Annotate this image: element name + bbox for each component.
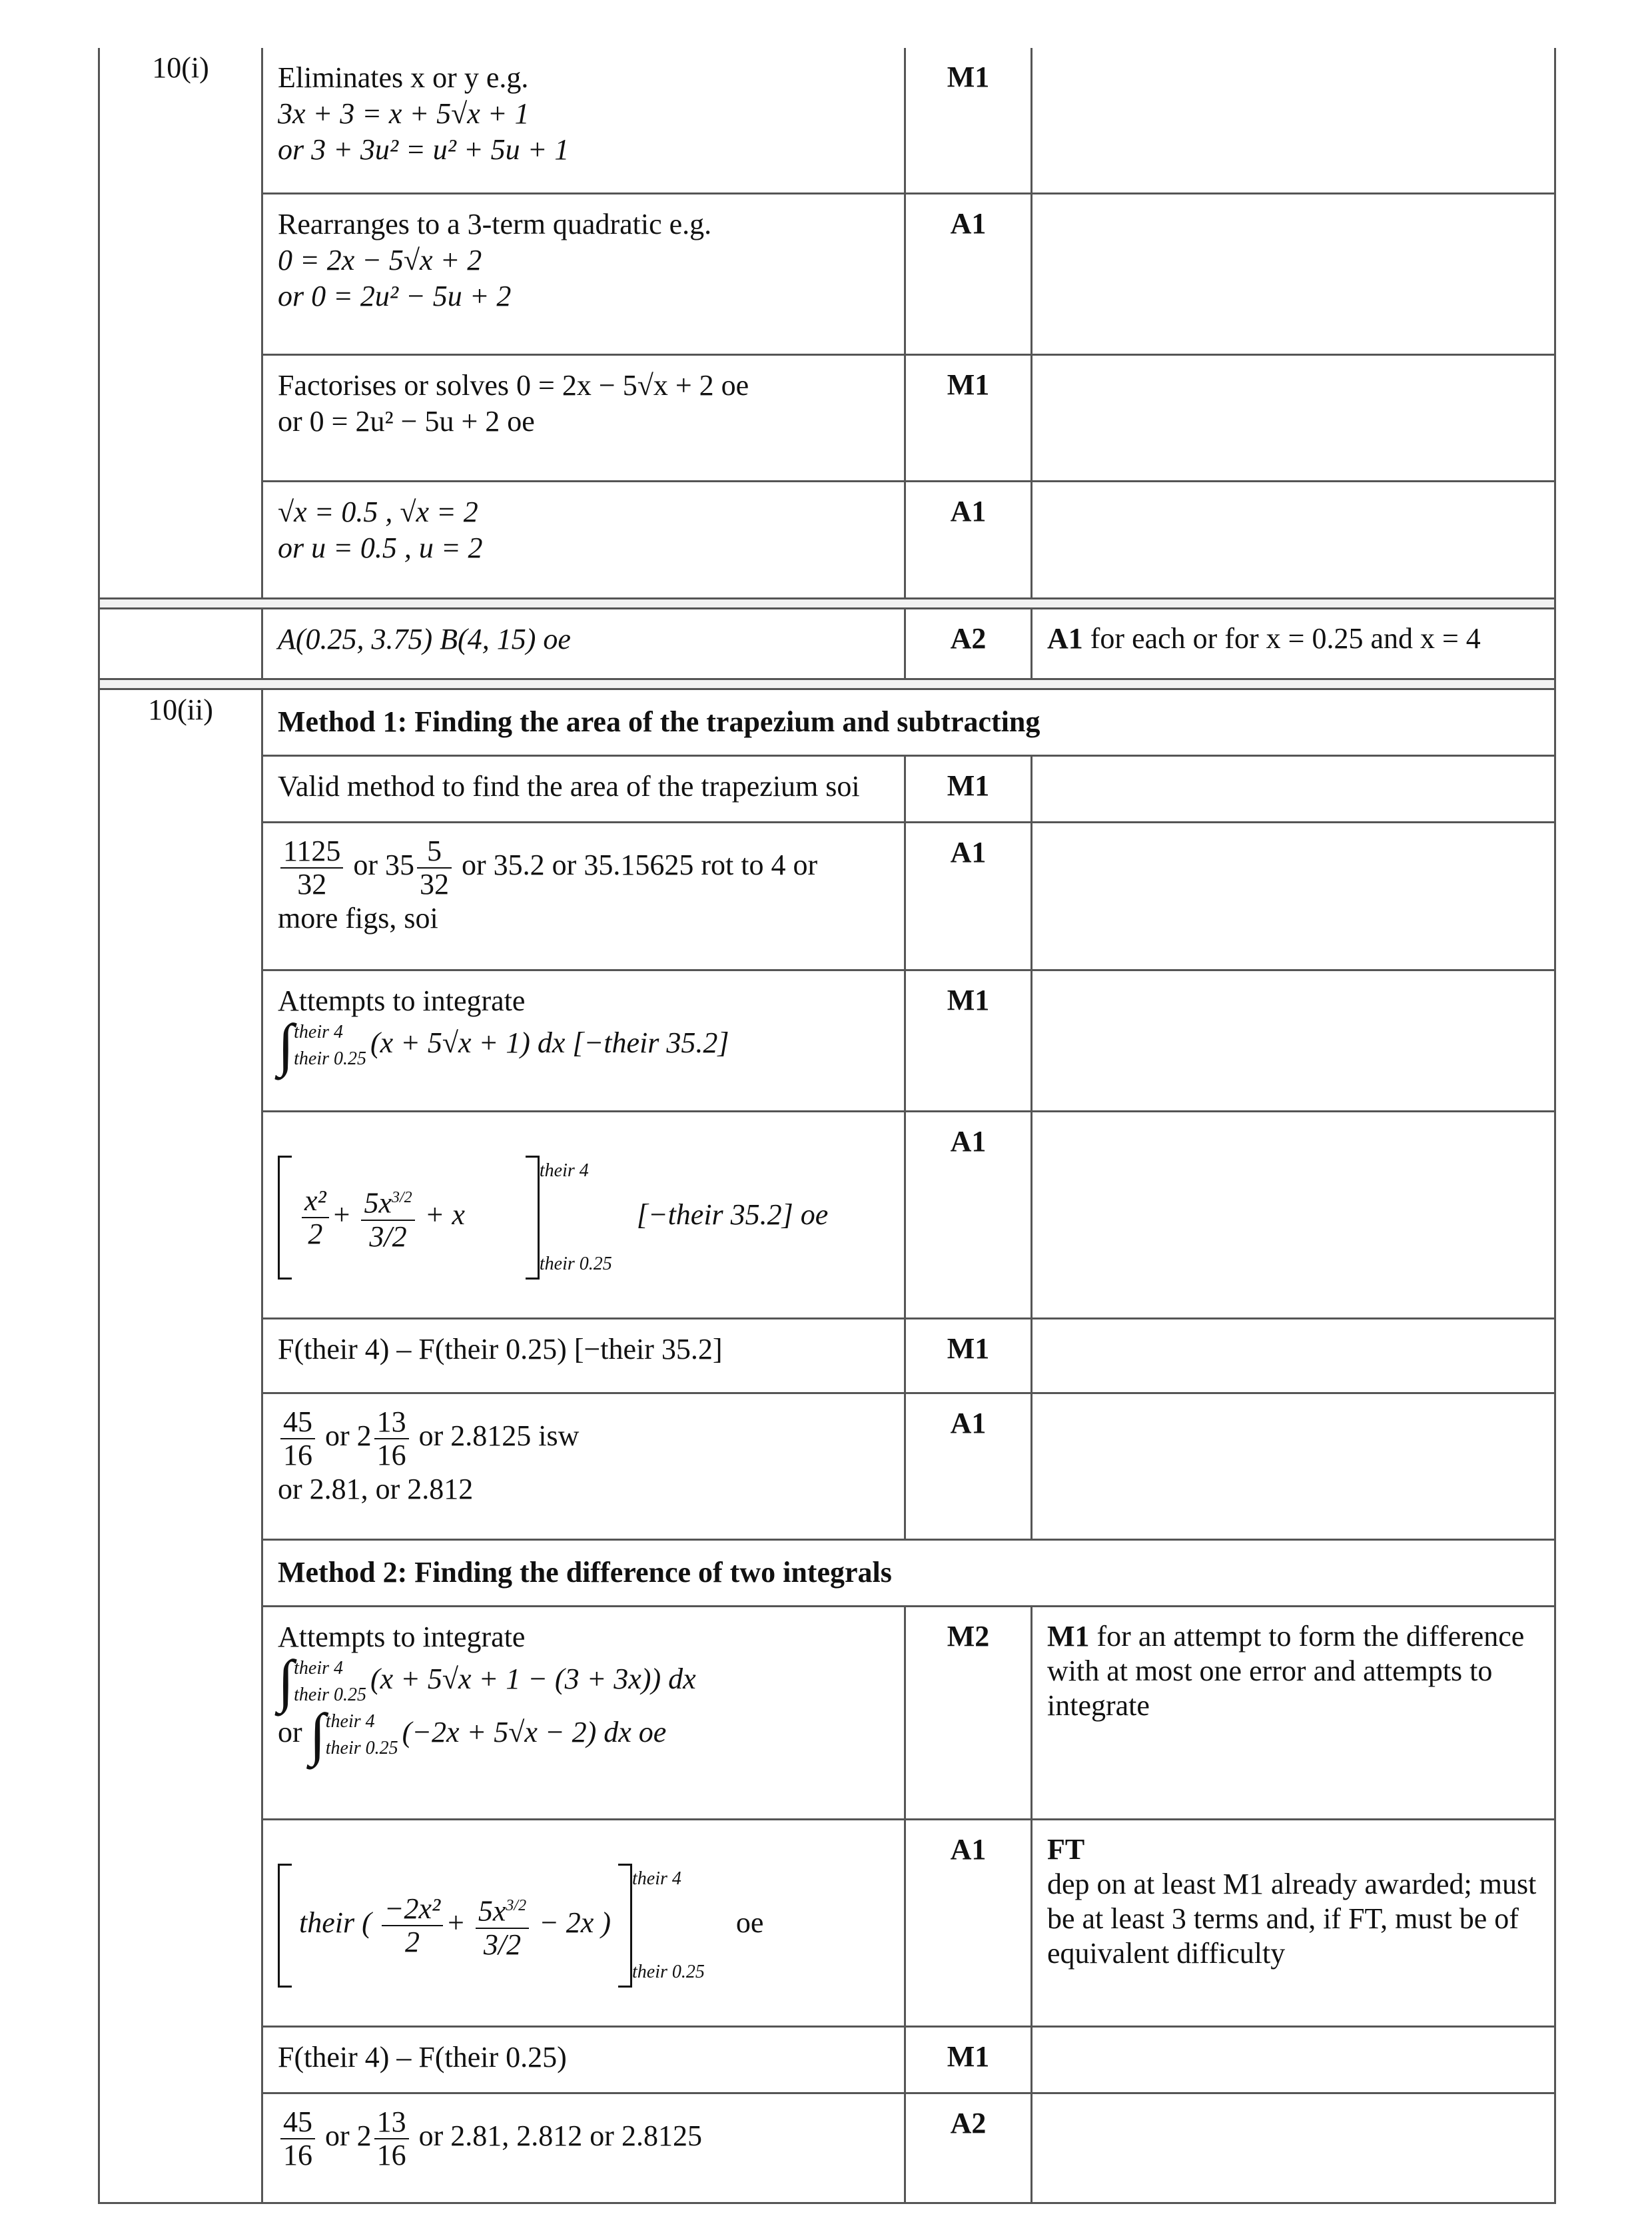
question-number: 10(ii) xyxy=(99,689,262,2203)
table-row xyxy=(99,1318,1555,1393)
guidance-cell: FT dep on at least M1 already awarded; must be at least 3 terms and, if FT, must be of equivalent difficulty xyxy=(1032,1819,1555,2026)
table-row xyxy=(99,1393,1555,1539)
table-row xyxy=(99,481,1555,598)
table-row xyxy=(99,970,1555,1111)
mark-cell: M1 xyxy=(905,755,1032,822)
table-row xyxy=(99,755,1555,822)
fraction: $\frac{\text{−2x²}}{2}$ xyxy=(382,1893,443,1958)
bracket-right xyxy=(526,1156,540,1280)
guidance-cell xyxy=(1032,822,1555,970)
mark-cell: A1 xyxy=(905,822,1032,970)
guidance-cell: M1 for an attempt to form the difference with at most one error and attempts to integrate xyxy=(1032,1606,1555,1819)
fraction: $\frac{45}{16}$ xyxy=(280,2106,315,2171)
mark-cell: M2 xyxy=(905,1606,1032,1819)
table-row xyxy=(99,689,1555,755)
answer-cell: $\frac{45}{16}$ or 2 $\frac{13}{16}$ or 2.8125 isw or 2.81, or 2.812 xyxy=(262,1393,905,1539)
table-row xyxy=(99,608,1555,679)
fraction: $\frac{\text{x²}}{2}$ xyxy=(302,1185,329,1250)
fraction: $\frac{45}{16}$ xyxy=(280,1406,315,1471)
table-row xyxy=(99,48,1555,193)
row-separator xyxy=(99,679,1555,689)
table-row xyxy=(99,354,1555,481)
table-row xyxy=(99,2093,1555,2203)
mark-cell: A2 xyxy=(905,608,1032,679)
mark-cell: M1 xyxy=(905,354,1032,481)
answer-cell: Attempts to integrate ∫ their 4 their 0.25 (x + 5√x + 1 − (3 + 3x)) dx or ∫ their 4 their 0.25 (−2x + 5√x − 2) dx oe xyxy=(262,1606,905,1819)
guidance-cell xyxy=(1032,970,1555,1111)
guidance-cell xyxy=(1032,48,1555,193)
integral-sign: ∫ xyxy=(309,1702,326,1767)
mark-cell: M1 xyxy=(905,1318,1032,1393)
answer-cell: F(their 4) – F(their 0.25) xyxy=(262,2026,905,2093)
answer-cell: Rearranges to a 3-term quadratic e.g. 0 = 2x − 5√x + 2 or 0 = 2u² − 5u + 2 xyxy=(262,193,905,354)
mark-cell: A1 xyxy=(905,1819,1032,2026)
answer-cell: A(0.25, 3.75) B(4, 15) oe xyxy=(262,608,905,679)
guidance-cell xyxy=(1032,481,1555,598)
method-heading: Method 2: Finding the difference of two integrals xyxy=(262,1539,1555,1606)
answer-cell: $\frac{45}{16}$ or 2 $\frac{13}{16}$ or 2.81, 2.812 or 2.8125 xyxy=(262,2093,905,2203)
integral-limits: their 4 their 0.25 xyxy=(631,1868,705,1982)
answer-cell: √x = 0.5 , √x = 2 or u = 0.5 , u = 2 xyxy=(262,481,905,598)
table-row xyxy=(99,822,1555,970)
table-row xyxy=(99,1111,1555,1318)
guidance-cell xyxy=(1032,354,1555,481)
mark-cell: A1 xyxy=(905,1393,1032,1539)
mark-scheme-table xyxy=(98,48,1556,2204)
integral-sign: ∫ xyxy=(278,1649,294,1714)
bracket-right xyxy=(618,1864,632,1988)
row-separator xyxy=(99,598,1555,608)
fraction: $\frac{1125}{32}$ xyxy=(280,835,343,901)
mark-cell: M1 xyxy=(905,48,1032,193)
table-row xyxy=(99,1539,1555,1606)
fraction: $\frac{5x^{3/2}}{3/2}$ xyxy=(476,1890,529,1961)
answer-cell: $\frac{\text{x²}}{2}$ + $\frac{5x^{3/2}}{3/2}$ + x their 4 their 0.25 [−their 35.2] oe xyxy=(262,1111,905,1318)
fraction: $\frac{13}{16}$ xyxy=(374,2106,409,2171)
integral-limits: their 4 their 0.25 xyxy=(539,1160,612,1274)
integral-limits: their 4 their 0.25 xyxy=(294,1657,366,1705)
answer-cell: Attempts to integrate ∫ their 4 their 0.25 (x + 5√x + 1) dx [−their 35.2] xyxy=(262,970,905,1111)
mark-cell: M1 xyxy=(905,2026,1032,2093)
integral-limits: their 4 their 0.25 xyxy=(294,1021,366,1069)
guidance-cell xyxy=(1032,1111,1555,1318)
fraction: $\frac{13}{16}$ xyxy=(374,1406,409,1471)
guidance-cell xyxy=(1032,755,1555,822)
bracket-left xyxy=(278,1156,292,1280)
fraction: $\frac{5x^{3/2}}{3/2}$ xyxy=(361,1182,414,1253)
guidance-cell xyxy=(1032,1393,1555,1539)
integral-sign: ∫ xyxy=(278,1012,294,1078)
guidance-cell: A1 for each or for x = 0.25 and x = 4 xyxy=(1032,608,1555,679)
question-number: 10(i) xyxy=(99,48,262,598)
guidance-cell xyxy=(1032,1318,1555,1393)
answer-cell: Factorises or solves 0 = 2x − 5√x + 2 oe or 0 = 2u² − 5u + 2 oe xyxy=(262,354,905,481)
mark-cell: A1 xyxy=(905,193,1032,354)
question-number-empty xyxy=(99,608,262,679)
answer-cell: $\frac{1125}{32}$ or 35 $\frac{5}{32}$ or 35.2 or 35.15625 rot to 4 or more figs, soi xyxy=(262,822,905,970)
answer-cell: their ( $\frac{\text{−2x²}}{2}$ + $\frac{5x^{3/2}}{3/2}$ − 2x ) their 4 their 0.25 oe xyxy=(262,1819,905,2026)
guidance-cell xyxy=(1032,2026,1555,2093)
fraction: $\frac{5}{32}$ xyxy=(417,835,452,901)
integral-limits: their 4 their 0.25 xyxy=(325,1710,398,1758)
table-row xyxy=(99,2026,1555,2093)
mark-cell: A1 xyxy=(905,481,1032,598)
bracket-left xyxy=(278,1864,292,1988)
mark-cell: M1 xyxy=(905,970,1032,1111)
answer-cell: Eliminates x or y e.g. 3x + 3 = x + 5√x + 1 or 3 + 3u² = u² + 5u + 1 xyxy=(262,48,905,193)
table-row xyxy=(99,193,1555,354)
table-row xyxy=(99,1819,1555,2026)
mark-cell: A2 xyxy=(905,2093,1032,2203)
answer-cell: F(their 4) – F(their 0.25) [−their 35.2] xyxy=(262,1318,905,1393)
guidance-cell xyxy=(1032,193,1555,354)
table-row xyxy=(99,1606,1555,1819)
mark-cell: A1 xyxy=(905,1111,1032,1318)
answer-cell: Valid method to find the area of the trapezium soi xyxy=(262,755,905,822)
guidance-cell xyxy=(1032,2093,1555,2203)
method-heading: Method 1: Finding the area of the trapezium and subtracting xyxy=(262,689,1555,755)
